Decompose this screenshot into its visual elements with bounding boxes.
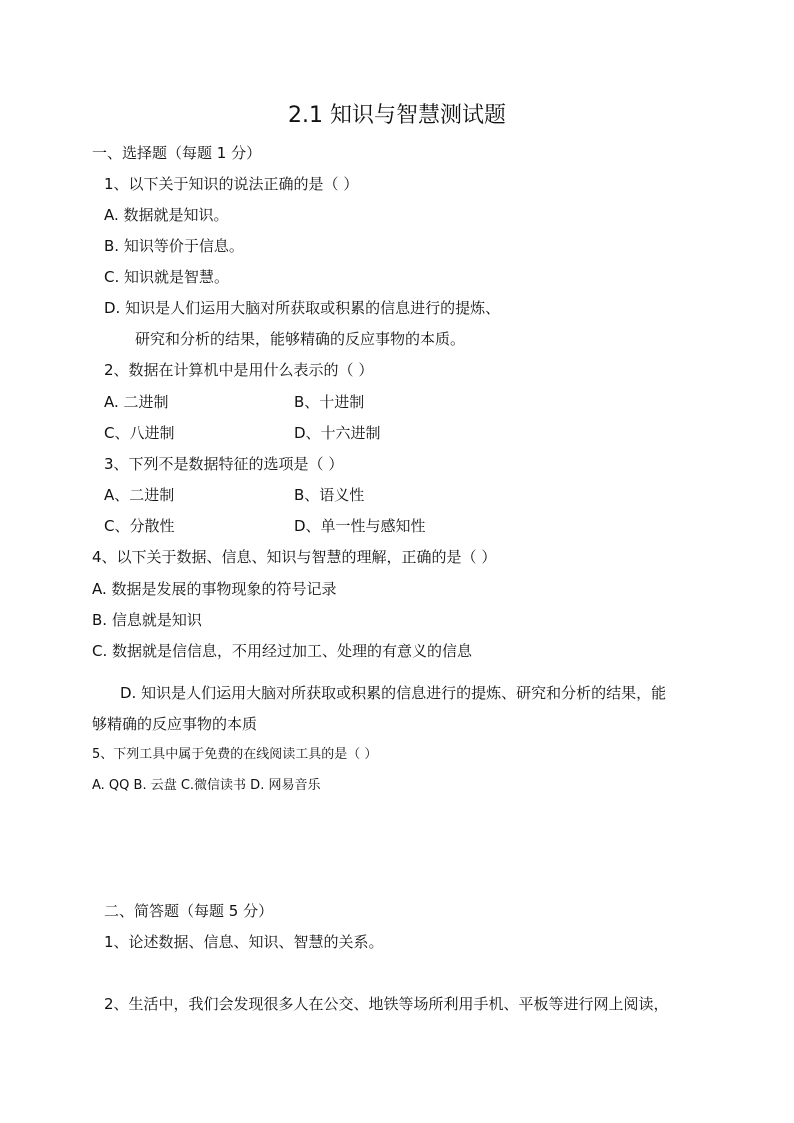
q2-option-d: D、十六进制	[294, 424, 381, 442]
q4-option-c: C. 数据就是信信息，不用经过加工、处理的有意义的信息	[92, 642, 473, 660]
q3-stem: 3、下列不是数据特征的选项是（ ）	[104, 455, 344, 473]
q3-option-d: D、单一性与感知性	[294, 517, 426, 535]
short-q2: 2、生活中，我们会发现很多人在公交、地铁等场所利用手机、平板等进行网上阅读，	[104, 995, 669, 1013]
q1-option-d-line2: 研究和分析的结果，能够精确的反应事物的本质。	[135, 330, 466, 348]
short-q1: 1、论述数据、信息、知识、智慧的关系。	[104, 933, 384, 951]
q2-option-a: A. 二进制	[104, 393, 169, 411]
q1-option-b: B. 知识等价于信息。	[104, 237, 244, 255]
q4-option-b: B. 信息就是知识	[92, 611, 202, 629]
q4-option-d-line2: 够精确的反应事物的本质	[92, 715, 258, 733]
q5-stem: 5、下列工具中属于免费的在线阅读工具的是（ ）	[92, 747, 378, 762]
q2-stem: 2、数据在计算机中是用什么表示的（ ）	[104, 361, 374, 379]
q4-stem: 4、以下关于数据、信息、知识与智慧的理解，正确的是（ ）	[92, 548, 497, 566]
q3-option-b: B、语义性	[294, 486, 365, 504]
section2-heading: 二、简答题（每题 5 分）	[104, 902, 274, 920]
q5-options: A. QQ B. 云盘 C.微信读书 D. 网易音乐	[92, 778, 321, 793]
q1-option-c: C. 知识就是智慧。	[104, 268, 230, 286]
page-title: 2.1 知识与智慧测试题	[288, 103, 506, 128]
q1-option-a: A. 数据就是知识。	[104, 206, 229, 224]
q1-stem: 1、以下关于知识的说法正确的是（ ）	[104, 175, 359, 193]
q3-option-a: A、二进制	[104, 486, 175, 504]
q2-option-c: C、八进制	[104, 424, 175, 442]
q4-option-d-line1: D. 知识是人们运用大脑对所获取或积累的信息进行的提炼、研究和分析的结果，能	[120, 684, 667, 702]
q4-option-a: A. 数据是发展的事物现象的符号记录	[92, 580, 337, 598]
q2-option-b: B、十进制	[294, 393, 365, 411]
q3-option-c: C、分散性	[104, 517, 175, 535]
q1-option-d-line1: D. 知识是人们运用大脑对所获取或积累的信息进行的提炼、	[104, 299, 501, 317]
section1-heading: 一、选择题（每题 1 分）	[92, 144, 262, 162]
